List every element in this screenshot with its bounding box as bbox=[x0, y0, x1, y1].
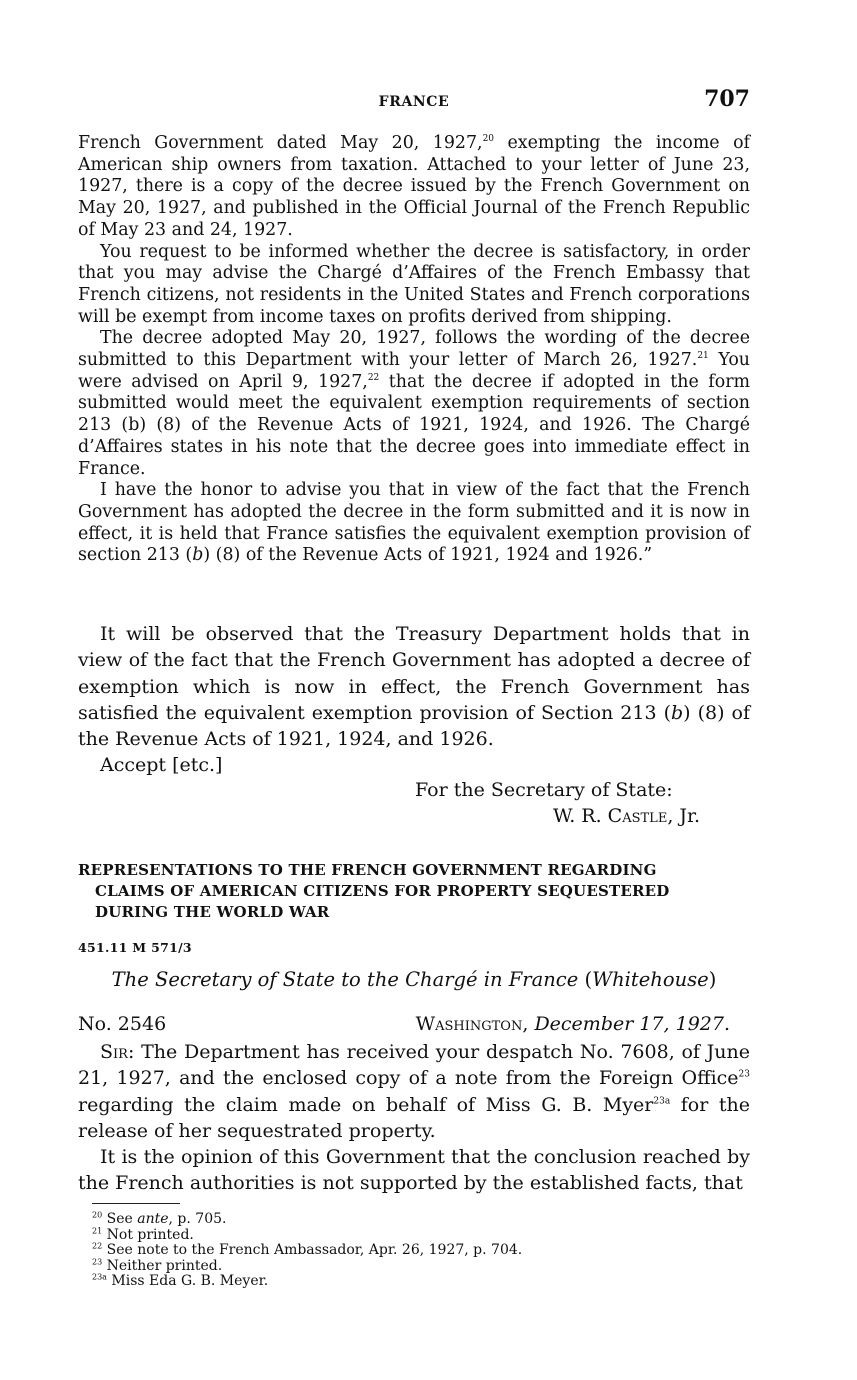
address-title: The Secretary of State to the Chargé in France (Whitehouse) bbox=[111, 968, 717, 991]
section-heading: REPRESENTATIONS TO THE FRENCH GOVERNMENT REGARDING CLAIMS OF AMERICAN CITIZENS FOR PROPERTY SEQUESTERED DURING THE WORLD WAR bbox=[78, 861, 670, 921]
footnote-divider bbox=[92, 1203, 180, 1204]
footnote-ref-23a: 23a bbox=[653, 1096, 671, 1107]
quoted-paragraph-2: You request to be informed whether the decree is satisfactory, in order that you may advise the Chargé d’Affaires of the French Embassy that French citizens, not residents in the United States and French corporations will be exempt from income taxes on profits derived from shipping. bbox=[78, 241, 750, 327]
footnote-ref-20: 20 bbox=[482, 134, 495, 145]
footnote: $^{23}$ Neither printed. bbox=[92, 1257, 223, 1274]
footnote-ref-22: 22 bbox=[367, 372, 380, 383]
signature-name: W. R. Castle, Jr. bbox=[553, 805, 701, 827]
document-number: No. 2546 bbox=[78, 1013, 167, 1035]
file-number: 451.11 M 571/3 bbox=[78, 940, 192, 955]
signature-line-1: For the Secretary of State: bbox=[415, 779, 673, 801]
letter-paragraph-1: Sir: The Department has received your despatch No. 7608, of June 21, 1927, and the enclosed copy of a note from the Foreign Office$^{23}$ regarding the claim made on behalf of Miss G. B. Myer$^{23a}$ for the release of her sequestrated property. bbox=[78, 1041, 750, 1142]
letter-body bbox=[78, 1039, 750, 1197]
footnote-ref-21: 21 bbox=[697, 351, 709, 362]
quoted-letter bbox=[78, 133, 750, 567]
closing: Accept [etc.] bbox=[100, 754, 223, 777]
footnote-ref-23: 23 bbox=[738, 1069, 750, 1080]
footnote: $^{21}$ Not printed. bbox=[92, 1225, 194, 1243]
place-date: Washington, December 17, 1927. bbox=[415, 1013, 730, 1035]
quoted-paragraph-3: The decree adopted May 20, 1927, follows the wording of the decree submitted to this Department with your letter of March 26, 1927.21 You were advised on April 9, 1927,22 that the decree if adopted in the form submitted would meet the equivalent exemption requirements of section 213 (b) (8) of the Revenue Acts of 1921, 1924, and 1926. The Chargé d’Affaires states in his note that the decree goes into immediate effect in France. bbox=[78, 328, 751, 479]
footnotes bbox=[92, 1212, 522, 1290]
commentary-paragraph: It will be observed that the Treasury Department holds that in view of the fact that the French Government has adopted a decree of exemption which is now in effect, the French Government has satisfied the equivalent exemption provision of Section 213 (b) (8) of the Revenue Acts of 1921, 1924, and 1926. Accept [etc.] bbox=[78, 621, 750, 779]
footnote: $^{20}$ See ante, p. 705. bbox=[92, 1210, 227, 1227]
quoted-paragraph-1: French Government dated May 20, 1927,20 exempting the income of American ship owners from taxation. Attached to your letter of June 23, 1927, there is a copy of the decree issued by the French Government on May 20, 1927, and published in the Official Journal of the French Republic of May 23 and 24, 1927. bbox=[78, 133, 750, 240]
letter-paragraph-2: It is the opinion of this Government that the conclusion reached by the French authorities is not supported by the established facts, that bbox=[78, 1146, 750, 1195]
page-number: 707 bbox=[704, 86, 750, 112]
quoted-paragraph-4: I have the honor to advise you that in view of the fact that the French Government has adopted the decree in the form submitted and it is now in effect, it is held that France satisfies the equivalent exemption provision of section 213 (b) (8) of the Revenue Acts of 1921, 1924 and 1926.” bbox=[78, 480, 750, 566]
running-head bbox=[78, 86, 750, 116]
running-head-title: FRANCE bbox=[378, 94, 450, 110]
footnote: $^{23a}$ Miss Eda G. B. Meyer. bbox=[92, 1272, 269, 1290]
footnote: $^{22}$ See note to the French Ambassador, Apr. 26, 1927, p. 704. bbox=[92, 1241, 523, 1259]
